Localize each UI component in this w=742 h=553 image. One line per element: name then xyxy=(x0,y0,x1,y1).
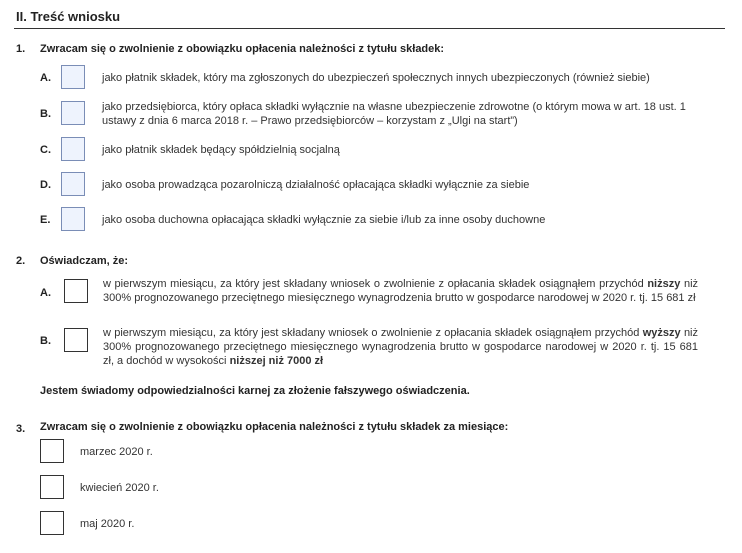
section-divider xyxy=(14,28,725,29)
q1-option-a-checkbox[interactable] xyxy=(61,65,85,89)
q1-option-c-letter: C. xyxy=(40,144,51,156)
q2-declaration: Jestem świadomy odpowiedzialności karnej za złożenie fałszywego oświadczenia. xyxy=(40,385,470,397)
q1-option-b-text: jako przedsiębiorca, który opłaca składki wyłącznie na własne ubezpieczenie zdrowotne (o którym mowa w art. 18 ust. 1 ustawy z dnia 6 marca 2018 r. – Prawo przedsiębiorców – korzystam z „Ulgi na start”) xyxy=(102,101,686,127)
q2-option-a-text: w pierwszym miesiącu, za który jest składany wniosek o zwolnienie z opłacania składek osiągnąłem przychód niższy niż 300% prognozowanego przeciętnego miesięcznego wynagrodzenia brutto w gospodarce narodowej w 2020 r. tj. 15 681 zł xyxy=(103,278,699,304)
q3-text: Zwracam się o zwolnienie z obowiązku opłacenia należności z tytułu składek za miesiące: xyxy=(40,421,509,433)
q1-option-c-text: jako płatnik składek będący spółdzielnią socjalną xyxy=(102,144,340,156)
q1-option-d-letter: D. xyxy=(40,179,51,191)
q3-month-2-label: kwiecień 2020 r. xyxy=(80,482,159,494)
q1-number: 1. xyxy=(16,43,26,55)
q1-option-a-text: jako płatnik składek, który ma zgłoszonych do ubezpieczeń społecznych innych ubezpieczonych (również siebie) xyxy=(102,72,650,84)
q2-option-b-checkbox[interactable] xyxy=(64,328,88,352)
q1-option-e-checkbox[interactable] xyxy=(61,207,85,231)
q2-number: 2. xyxy=(16,255,26,267)
section-title: II. Treść wniosku xyxy=(16,9,121,24)
q1-option-c-checkbox[interactable] xyxy=(61,137,85,161)
q1-option-b-letter: B. xyxy=(40,108,51,120)
q3-month-1-label: marzec 2020 r. xyxy=(80,446,153,458)
q1-option-d-text: jako osoba prowadząca pozarolniczą działalność opłacająca składki wyłącznie za siebie xyxy=(102,179,530,191)
q1-option-a-letter: A. xyxy=(40,72,51,84)
q2-option-a-letter: A. xyxy=(40,287,51,299)
q2-option-a-checkbox[interactable] xyxy=(64,279,88,303)
q1-option-d-checkbox[interactable] xyxy=(61,172,85,196)
q2-option-b-text: w pierwszym miesiącu, za który jest składany wniosek o zwolnienie z opłacania składek osiągnąłem przychód wyższy niż 300% prognozowanego przeciętnego miesięcznego wynagrodzenia brutto w gospodarce narodowej w 2020 r. tj. 15 681 zł, a dochód w wysokości niższej niż 7000 zł xyxy=(103,327,698,367)
q1-option-b-checkbox[interactable] xyxy=(61,101,85,125)
q1-text: Zwracam się o zwolnienie z obowiązku opłacenia należności z tytułu składek: xyxy=(40,43,445,55)
q2-text: Oświadczam, że: xyxy=(40,255,129,267)
q1-option-e-text: jako osoba duchowna opłacająca składki wyłącznie za siebie i/lub za inne osoby duchowne xyxy=(102,214,546,226)
q3-number: 3. xyxy=(16,423,26,435)
q1-option-e-letter: E. xyxy=(40,214,51,226)
q3-month-3-checkbox[interactable] xyxy=(40,511,64,535)
q2-option-b-letter: B. xyxy=(40,335,51,347)
q3-month-3-label: maj 2020 r. xyxy=(80,518,135,530)
q3-month-2-checkbox[interactable] xyxy=(40,475,64,499)
q3-month-1-checkbox[interactable] xyxy=(40,439,64,463)
